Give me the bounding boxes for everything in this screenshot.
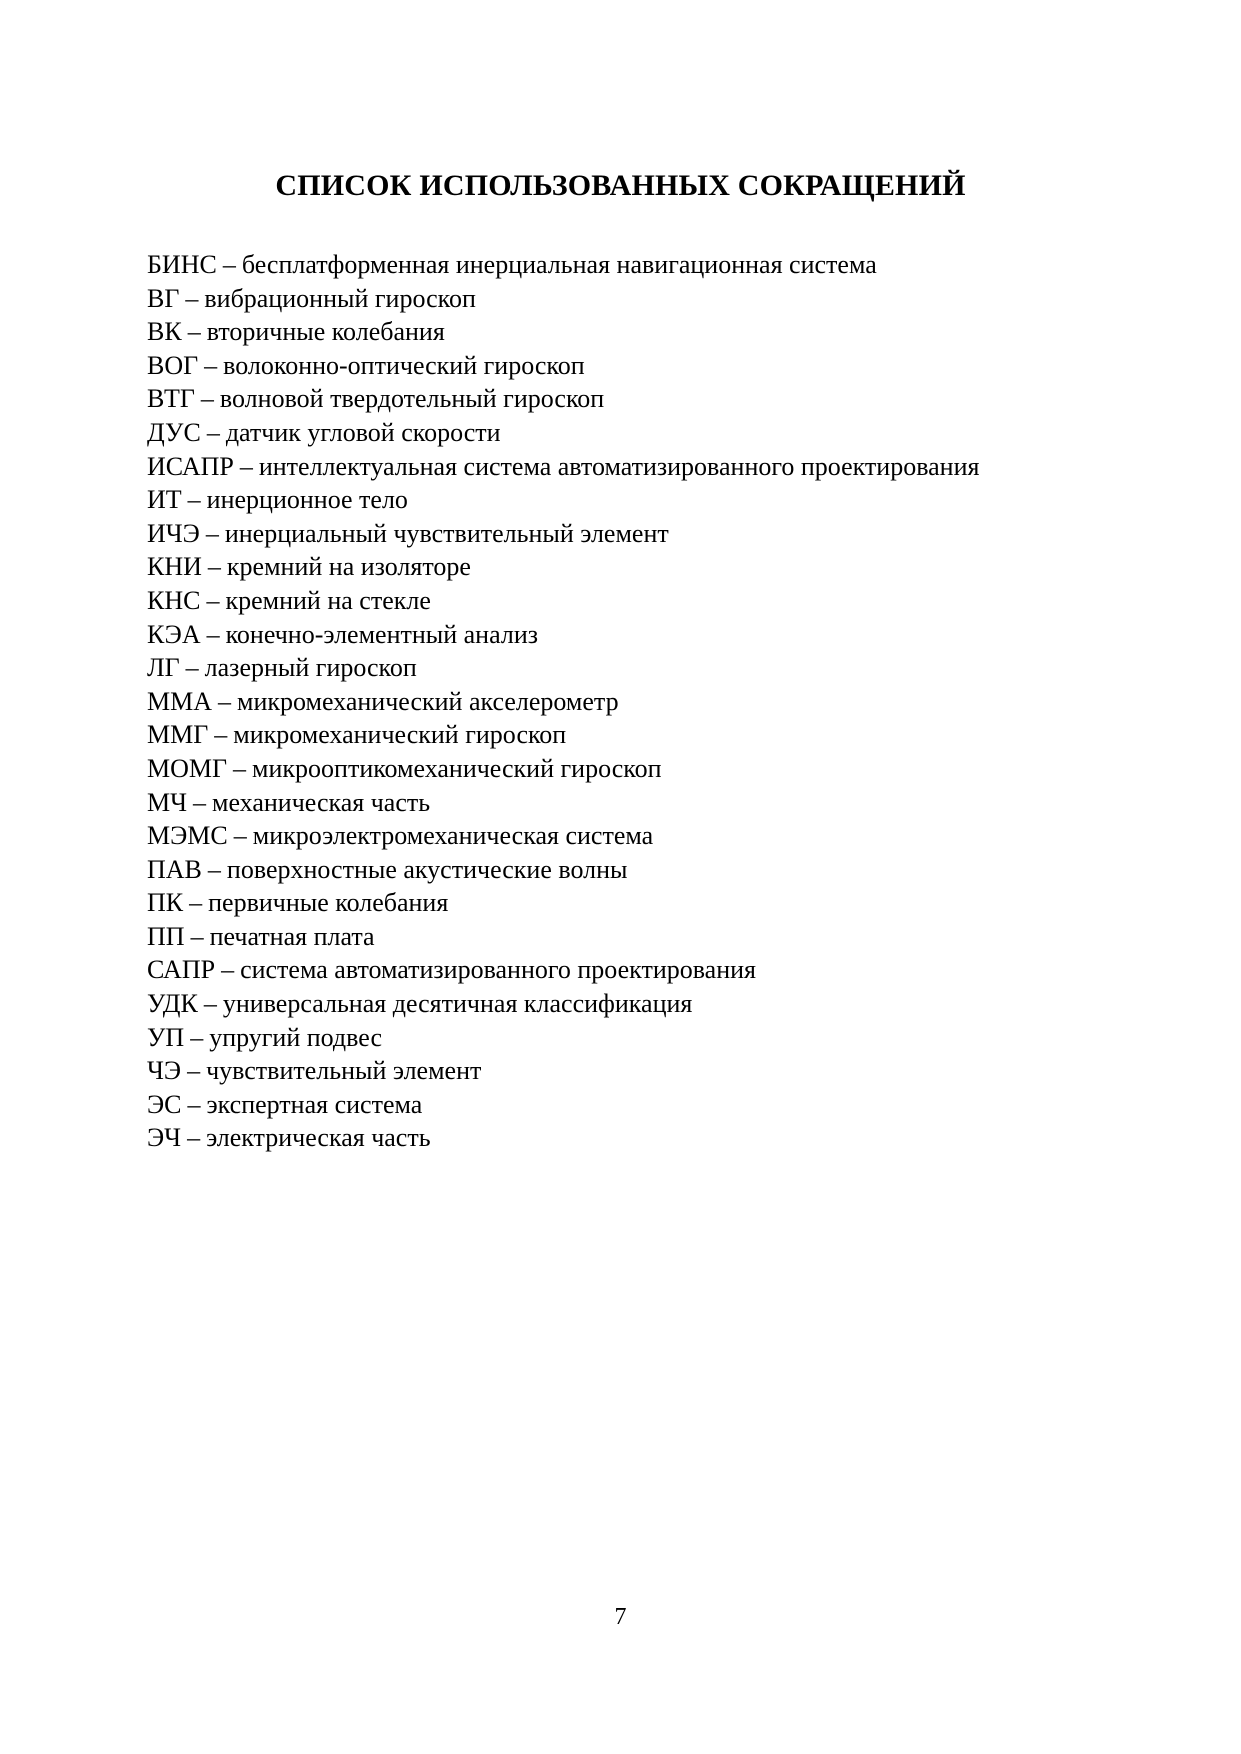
- abbreviation-entry: [147, 450, 1147, 484]
- abbreviation-term: ПП: [147, 921, 185, 951]
- abbreviation-separator: –: [187, 317, 201, 347]
- abbreviation-separator: –: [206, 619, 220, 649]
- abbreviation-separator: –: [185, 283, 199, 313]
- abbreviation-separator: –: [233, 753, 247, 783]
- abbreviation-separator: –: [233, 821, 247, 851]
- abbreviation-entry: [147, 349, 1147, 383]
- abbreviation-entry: [147, 920, 1147, 954]
- abbreviation-term: ИТ: [147, 485, 182, 515]
- page-number: 7: [614, 1604, 627, 1630]
- abbreviation-term: ВК: [147, 317, 182, 347]
- abbreviation-entry: [147, 517, 1147, 551]
- abbreviation-meaning: первичные колебания: [208, 888, 449, 918]
- abbreviation-term: ММГ: [147, 720, 209, 750]
- abbreviation-meaning: волоконно-оптический гироскоп: [223, 350, 585, 380]
- abbreviation-term: ММА: [147, 686, 213, 716]
- abbreviation-separator: –: [207, 552, 221, 582]
- abbreviation-term: ЭЧ: [147, 1123, 182, 1153]
- abbreviation-term: ЭС: [147, 1089, 182, 1119]
- abbreviation-meaning: кремний на изоляторе: [226, 552, 471, 582]
- abbreviation-separator: –: [190, 1022, 204, 1052]
- abbreviation-entry: [147, 618, 1147, 652]
- abbreviation-meaning: вибрационный гироскоп: [204, 283, 476, 313]
- abbreviation-meaning: упругий подвес: [209, 1022, 382, 1052]
- abbreviation-entry: [147, 886, 1147, 920]
- abbreviation-meaning: вторичные колебания: [206, 317, 445, 347]
- abbreviation-meaning: инерционное тело: [206, 485, 408, 515]
- abbreviation-meaning: чувствительный элемент: [206, 1056, 482, 1086]
- abbreviation-separator: –: [200, 384, 214, 414]
- abbreviation-term: САПР: [147, 955, 216, 985]
- abbreviation-term: БИНС: [147, 250, 217, 279]
- page-title: СПИСОК ИСПОЛЬЗОВАННЫХ СОКРАЩЕНИЙ: [275, 169, 966, 202]
- abbreviation-list: [147, 248, 1147, 1155]
- abbreviation-entry: [147, 282, 1147, 316]
- abbreviation-term: ИЧЭ: [147, 518, 200, 548]
- abbreviation-separator: –: [203, 989, 217, 1019]
- abbreviation-entry: [147, 1088, 1147, 1122]
- abbreviation-meaning: лазерный гироскоп: [204, 653, 417, 683]
- abbreviation-entry: [147, 786, 1147, 820]
- abbreviation-meaning: система автоматизированного проектирования: [240, 955, 756, 985]
- abbreviation-term: ЧЭ: [147, 1056, 182, 1086]
- abbreviation-separator: –: [193, 787, 207, 817]
- abbreviation-entry: [147, 584, 1147, 618]
- abbreviation-separator: –: [187, 1056, 201, 1086]
- abbreviation-term: УП: [147, 1022, 185, 1052]
- abbreviation-term: ДУС: [147, 417, 201, 447]
- abbreviation-separator: –: [185, 653, 199, 683]
- abbreviation-entry: [147, 315, 1147, 349]
- abbreviation-entry: [147, 248, 1147, 282]
- abbreviation-term: ЛГ: [147, 653, 180, 683]
- abbreviation-term: КНС: [147, 585, 201, 615]
- abbreviation-meaning: бесплатформенная инерциальная навигационная система: [241, 250, 877, 279]
- abbreviation-term: ИСАПР: [147, 451, 234, 481]
- abbreviation-term: МОМГ: [147, 753, 228, 783]
- abbreviation-separator: –: [221, 955, 235, 985]
- abbreviation-term: ВТГ: [147, 384, 195, 414]
- abbreviation-separator: –: [239, 451, 253, 481]
- abbreviation-meaning: электрическая часть: [206, 1123, 431, 1153]
- abbreviation-term: ВГ: [147, 283, 180, 313]
- abbreviation-term: ВОГ: [147, 350, 199, 380]
- abbreviation-meaning: микромеханический акселерометр: [237, 686, 619, 716]
- abbreviation-separator: –: [214, 720, 228, 750]
- abbreviation-entry: [147, 752, 1147, 786]
- abbreviation-entry: [147, 550, 1147, 584]
- abbreviation-term: УДК: [147, 989, 198, 1019]
- abbreviation-meaning: микромеханический гироскоп: [233, 720, 567, 750]
- abbreviation-term: КЭА: [147, 619, 201, 649]
- abbreviation-term: КНИ: [147, 552, 202, 582]
- abbreviation-entry: [147, 382, 1147, 416]
- abbreviation-entry: [147, 416, 1147, 450]
- abbreviation-separator: –: [187, 485, 201, 515]
- abbreviation-entry: [147, 1021, 1147, 1055]
- abbreviation-meaning: кремний на стекле: [225, 585, 431, 615]
- abbreviation-separator: –: [204, 350, 218, 380]
- abbreviation-separator: –: [222, 250, 236, 279]
- abbreviation-term: МЭМС: [147, 821, 228, 851]
- abbreviation-meaning: микроэлектромеханическая система: [252, 821, 654, 851]
- abbreviation-separator: –: [206, 585, 220, 615]
- abbreviation-meaning: датчик угловой скорости: [225, 417, 501, 447]
- abbreviation-meaning: механическая часть: [212, 787, 431, 817]
- abbreviation-meaning: печатная плата: [209, 921, 375, 951]
- abbreviation-meaning: экспертная система: [206, 1089, 423, 1119]
- abbreviation-meaning: инерциальный чувствительный элемент: [224, 518, 669, 548]
- abbreviation-entry: [147, 819, 1147, 853]
- abbreviation-meaning: универсальная десятичная классификация: [222, 989, 693, 1019]
- abbreviation-separator: –: [207, 854, 221, 884]
- abbreviation-entry: [147, 853, 1147, 887]
- abbreviation-entry: [147, 685, 1147, 719]
- abbreviation-separator: –: [187, 1123, 201, 1153]
- abbreviation-separator: –: [218, 686, 232, 716]
- abbreviation-entry: [147, 651, 1147, 685]
- abbreviation-entry: [147, 483, 1147, 517]
- abbreviation-meaning: конечно-элементный анализ: [225, 619, 539, 649]
- abbreviation-separator: –: [190, 921, 204, 951]
- abbreviation-separator: –: [189, 888, 203, 918]
- abbreviation-separator: –: [206, 417, 220, 447]
- abbreviation-entry: [147, 718, 1147, 752]
- abbreviation-meaning: микрооптикомеханический гироскоп: [252, 753, 662, 783]
- abbreviation-entry: [147, 1054, 1147, 1088]
- abbreviation-meaning: интеллектуальная система автоматизированного проектирования: [258, 451, 980, 481]
- abbreviation-meaning: волновой твердотельный гироскоп: [219, 384, 605, 414]
- abbreviation-meaning: поверхностные акустические волны: [226, 854, 628, 884]
- abbreviation-entry: [147, 953, 1147, 987]
- abbreviation-entry: [147, 987, 1147, 1021]
- abbreviation-term: МЧ: [147, 787, 188, 817]
- abbreviation-term: ПАВ: [147, 854, 202, 884]
- abbreviation-entry: [147, 1121, 1147, 1155]
- abbreviation-term: ПК: [147, 888, 184, 918]
- abbreviation-separator: –: [187, 1089, 201, 1119]
- abbreviation-separator: –: [205, 518, 219, 548]
